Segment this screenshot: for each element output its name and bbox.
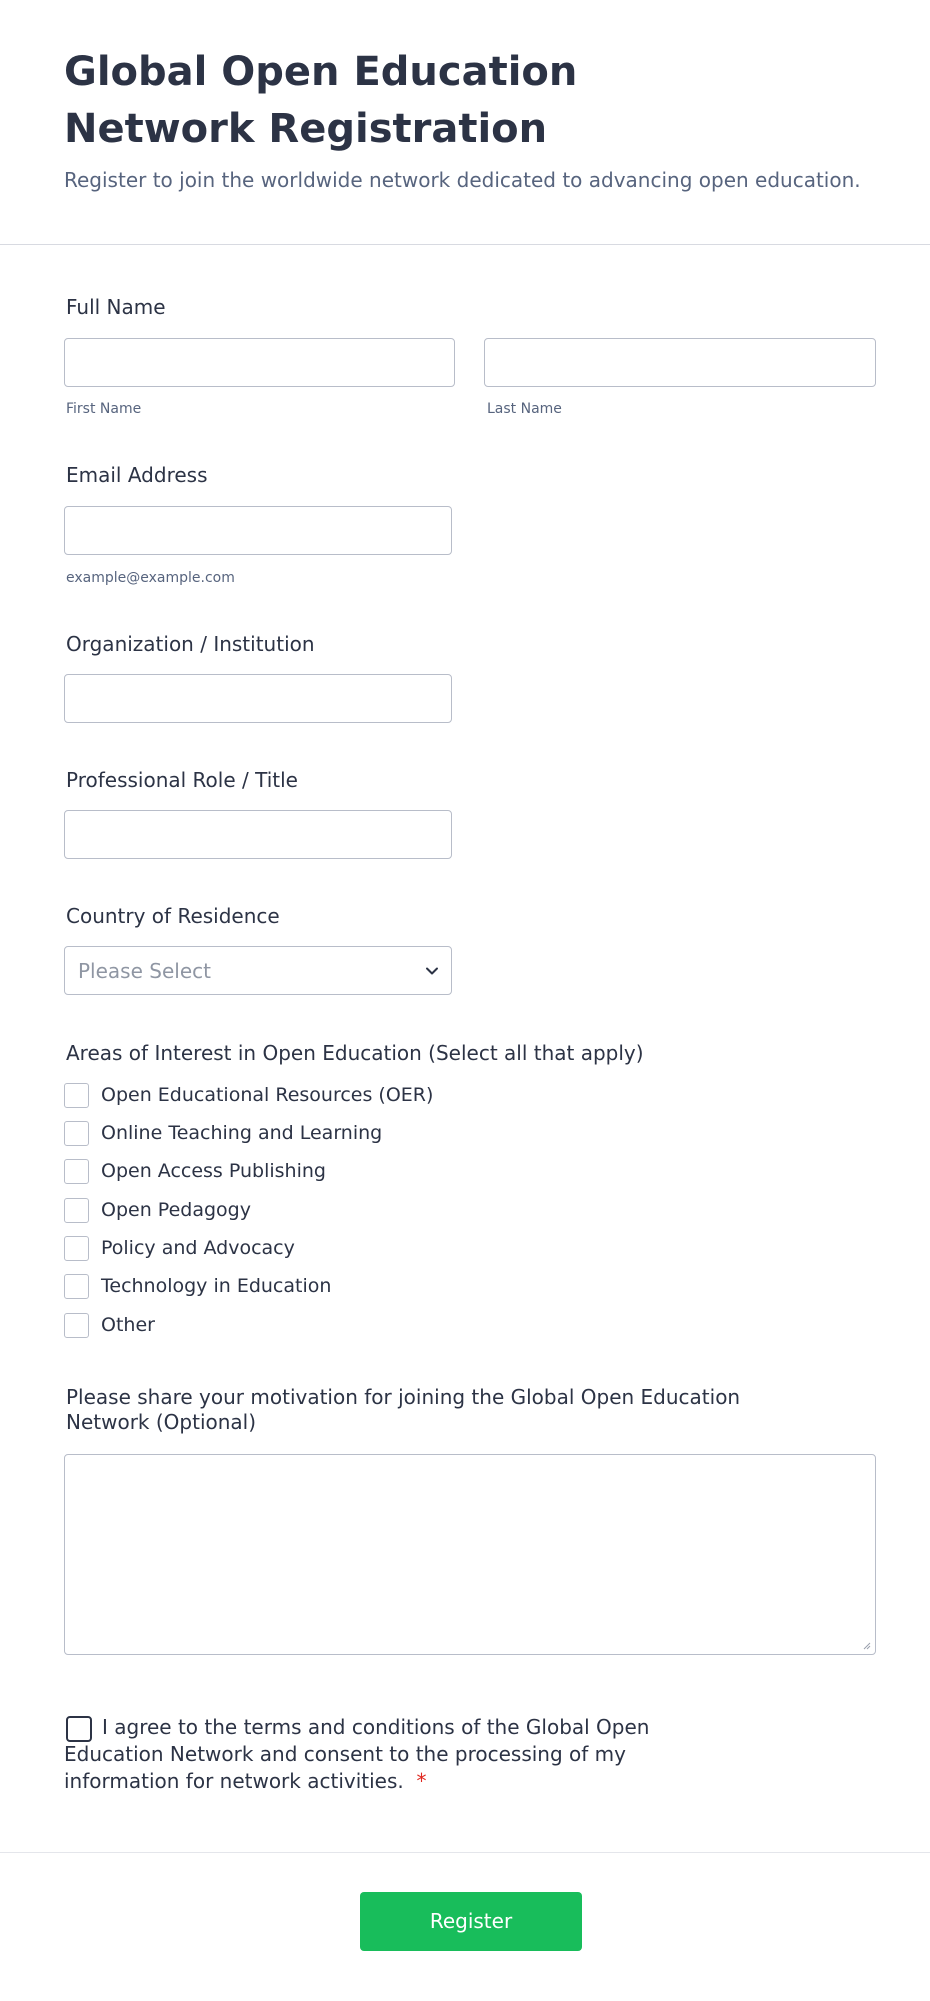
agree-text: I agree to the terms and conditions of the Global Open Education Network and consent to the processing of my information for network activities. [64, 1715, 650, 1793]
page-subtitle: Register to join the worldwide network dedicated to advancing open education. [64, 168, 861, 192]
chevron-down-icon [425, 964, 439, 978]
checkbox[interactable] [64, 1083, 89, 1108]
last-name-input[interactable] [484, 338, 876, 387]
role-input[interactable] [64, 810, 452, 859]
interest-option-label: Open Educational Resources (OER) [101, 1084, 434, 1106]
email-input[interactable] [64, 506, 452, 555]
country-select-placeholder: Please Select [78, 959, 211, 983]
full-name-label: Full Name [66, 295, 166, 319]
interest-option-open-pedagogy[interactable] [64, 1197, 664, 1223]
checkbox[interactable] [64, 1236, 89, 1261]
checkbox[interactable] [64, 1159, 89, 1184]
role-label: Professional Role / Title [66, 768, 298, 792]
resize-handle-icon[interactable] [861, 1640, 871, 1650]
required-mark: * [416, 1769, 427, 1793]
checkbox[interactable] [64, 1274, 89, 1299]
interest-option-online-teaching[interactable] [64, 1120, 664, 1146]
footer-divider [0, 1852, 930, 1853]
interest-option-label: Open Access Publishing [101, 1160, 326, 1182]
interest-option-oer[interactable] [64, 1082, 664, 1108]
interest-option-open-access[interactable] [64, 1158, 664, 1184]
checkbox[interactable] [64, 1198, 89, 1223]
interest-option-technology[interactable] [64, 1273, 664, 1299]
organization-input[interactable] [64, 674, 452, 723]
interest-option-label: Policy and Advocacy [101, 1237, 295, 1259]
interest-option-label: Open Pedagogy [101, 1199, 251, 1221]
form-header [0, 0, 930, 245]
checkbox[interactable] [64, 1313, 89, 1338]
interests-label: Areas of Interest in Open Education (Select all that apply) [66, 1041, 644, 1065]
page-title: Global Open Education Network Registration [64, 49, 578, 152]
country-select[interactable] [64, 946, 452, 995]
country-label: Country of Residence [66, 904, 280, 928]
agree-label [64, 1714, 744, 1795]
register-button[interactable]: Register [360, 1892, 582, 1951]
email-sublabel: example@example.com [66, 570, 235, 586]
interest-option-policy[interactable] [64, 1235, 664, 1261]
motivation-label: Please share your motivation for joining the Global Open Education Network (Optional) [66, 1385, 741, 1434]
email-label: Email Address [66, 463, 208, 487]
checkbox[interactable] [64, 1121, 89, 1146]
interest-option-label: Technology in Education [101, 1275, 332, 1297]
first-name-input[interactable] [64, 338, 455, 387]
first-name-sublabel: First Name [66, 401, 142, 417]
organization-label: Organization / Institution [66, 632, 315, 656]
interest-option-label: Online Teaching and Learning [101, 1122, 383, 1144]
interest-option-other[interactable] [64, 1312, 664, 1338]
last-name-sublabel: Last Name [487, 401, 562, 417]
interest-option-label: Other [101, 1314, 155, 1336]
motivation-textarea[interactable] [64, 1454, 876, 1655]
